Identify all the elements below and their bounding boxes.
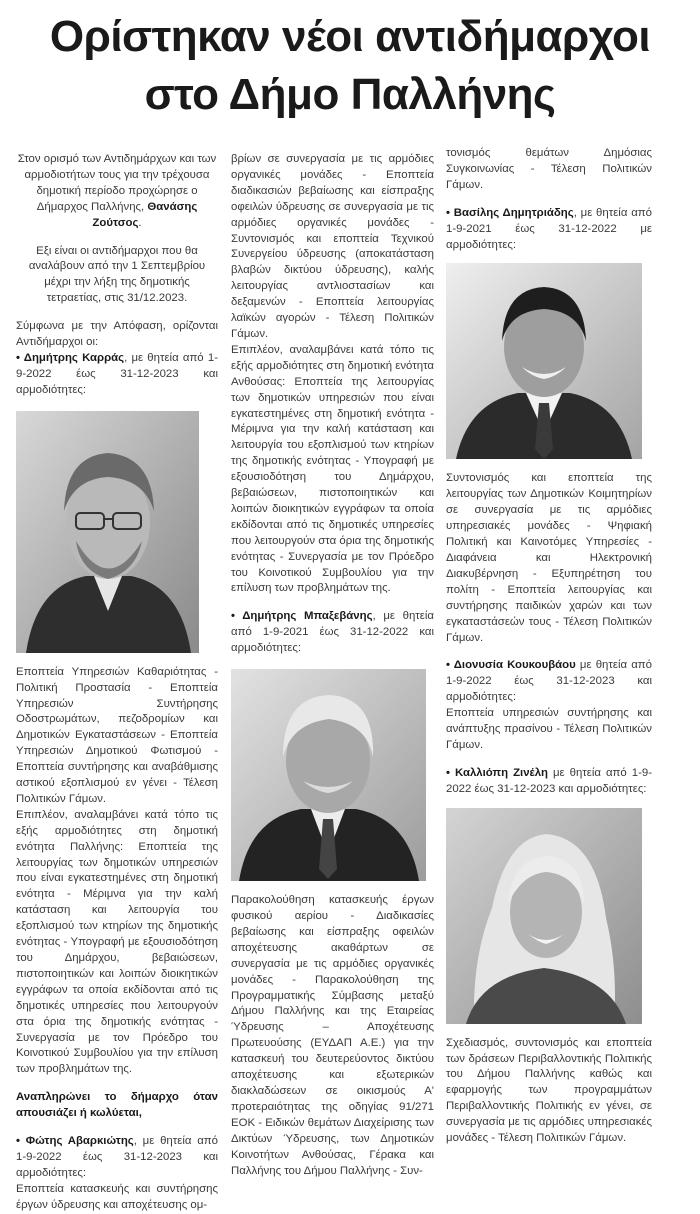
- zineli-duties: Σχεδιασμός, συντονισμός και εποπτεία των δράσεων Περιβαλλοντικής Πολιτικής του Δήμου Παλλήνης καθώς και εφαρμογής των προγραμμάτων Περιβαλλοντικής Πολιτικής εν γένει, σε συνεργασία με τις αρμόδιες υπηρεσιακές μονάδες - Τέλεση Πολιτικών Γάμων.: [446, 1036, 652, 1145]
- dimitriadis-portrait: [446, 263, 642, 459]
- mayor-name: Θανάσης Ζούτσος: [92, 200, 198, 229]
- article-column-2: [231, 152, 434, 1179]
- avarkiotis-duties-cont: βρίων σε συνεργασία με τις αρμόδιες οργανικές μονάδες - Εποπτεία διαδικασιών βεβαίωσης και είσπραξης οφειλών ύδρευσης σε συνεργασία με τις αρμόδιες οργανικές μονάδες - Συντονισμός και εποπτεία Τεχνικού Συνεργείου ύδρευσης (αποκατάσταση βλαβών δικτύου ύδρευσης), καλής λειτουργίας αντλιοστασίων και δεξαμενών - Εποπτεία λειτουργίας λαϊκών αγορών - Τέλεση Πολιτικών Γάμων.: [231, 153, 434, 340]
- avarkiotis-name: • Φώτης Αβαρκιώτης: [16, 1135, 134, 1148]
- article-column-3: [446, 146, 652, 1147]
- zineli-name: • Καλλιόπη Ζινέλη: [446, 766, 548, 779]
- karras-local-duties: Επιπλέον, αναλαμβάνει κατά τόπο τις εξής αρμοδιότητες στη δημοτική ενότητα Παλλήνης: Εποπτεία της λειτουργίας των δημοτικών υπηρεσιών που είναι εγκατεστημένες στη δημοτική ενότητα - Μέριμνα για την καλή κατάσταση και λειτουργία του εξοπλισμού των κτηρίων της δημοτικής ενότητας - Υπογραφή με εξουσιοδότηση του Δημάρχου, βεβαιώσεων, πιστοποιητικών και λοιπών διοικητικών εγγράφων τα οποία εκδίδονται από τις δημοτικές υπηρεσίες που λειτουργούν στα όρια της δημοτικής ενότητας - Συνεργασία με τον Πρόεδρο του Κοινοτικού Συμβουλίου για την επίλυση των προβλημάτων της.: [16, 808, 218, 1076]
- decision-paragraph: Σύμφωνα με την Απόφαση, ορίζονται Αντιδήμαρχοι οι:: [16, 320, 218, 349]
- baxevanis-duties-cont: τονισμός θεμάτων Δημόσιας Συγκοινωνίας - Τέλεση Πολιτικών Γάμων.: [446, 147, 652, 191]
- koukouvaou-name: • Διονυσία Κουκουβάου: [446, 659, 576, 672]
- baxevanis-duties: Παρακολούθηση κατασκευής έργων φυσικού αερίου - Διαδικασίες βεβαίωσης και είσπραξης οφειλών αποχέτευσης ακαθάρτων σε συνεργασία με τις αρμόδιες οργανικές μονάδες - Παρακολούθηση της Προγραμματικής Σύμβασης μεταξύ Δήμου Παλλήνης και της Εταιρείας Ύδρευσης – Αποχέτευσης Πρωτευούσης (ΕΥΔΑΠ Α.Ε.) για την κατασκευή του δευτερεύοντος δικτύου αποχέτευσης και εξωτερικών διακλαδώσεων σε οικισμούς Α' προτεραιότητας της οδηγίας 91/271 ΕΟΚ - Ειδικών θεμάτων Διαχείρισης των Δικτύων Ύδρευσης, των Δημοτικών Κοινοτήτων Ανθούσας, Γέρακα και Παλλήνης του Δήμου Παλλήνης - Συν-: [231, 894, 434, 1177]
- dimitriadis-duties: Συντονισμός και εποπτεία της λειτουργίας των Δημοτικών Κοιμητηρίων σε συνεργασία με τις αρμόδιες υπηρεσιακές μονάδες - Ψηφιακή Πολιτική και Καινοτόμες Υπηρεσίες - Διαφάνεια και Ηλεκτρονική Διακυβέρνηση - Εξυπηρέτηση του πολίτη - Εποπτεία λειτουργίας και συντήρησης παιδικών χαρών και των εγκαταστάσεών τους - Τέλεση Πολιτικών Γάμων.: [446, 472, 652, 644]
- baxevanis-name: • Δημήτρης Μπαξεβάνης: [231, 610, 373, 623]
- baxevanis-portrait: [231, 669, 426, 881]
- article-headline: [0, 8, 700, 124]
- avarkiotis-duties: Εποπτεία κατασκευής και συντήρησης έργων ύδρευσης και αποχέτευσης ομ-: [16, 1182, 218, 1211]
- dimitriadis-heading: • Βασίλης Δημητριάδης, με θητεία από 1-9-2021 έως 31-12-2022 με αρμοδιότητες:: [446, 206, 652, 251]
- baxevanis-heading: • Δημήτρης Μπαξεβάνης, με θητεία από 1-9-2021 έως 31-12-2022 και αρμοδιότητες:: [231, 610, 434, 655]
- zineli-portrait: [446, 808, 642, 1024]
- koukouvaou-duties: Εποπτεία υπηρεσιών συντήρησης και ανάπτυξης πρασίνου - Τέλεση Πολιτικών Γάμων.: [446, 707, 652, 751]
- article-column-1: [16, 152, 218, 1214]
- karras-duties: Εποπτεία Υπηρεσιών Καθαριότητας - Πολιτική Προστασία - Εποπτεία Υπηρεσιών Συντήρησης Οδοστρωμάτων, πεζοδρομίων και Δημοτικών Εγκαταστάσεων - Εποπτεία Υπηρεσιών Δημοτικού Φωτισμού - Εποπτεία συντήρησης και αναβάθμισης αστικού εξοπλισμού εν γένει - Τέλεση Πολιτικών Γάμων.: [16, 665, 218, 805]
- headline-line-2: στο Δήμο Παλλήνης: [144, 70, 556, 119]
- intro-paragraph: Στον ορισμό των Αντιδημάρχων και των αρμοδιοτήτων τους για την τρέχουσα δημοτική περίοδο προχώρησε ο Δήμαρχος Παλλήνης, Θανάσης Ζούτσος.: [17, 153, 217, 229]
- koukouvaou-heading: • Διονυσία Κουκουβάου με θητεία από 1-9-2022 έως 31-12-2023 και αρμοδιότητες:: [446, 659, 652, 704]
- intro-paragraph-2: Εξι είναι οι αντιδήμαρχοι που θα αναλάβουν από την 1 Σεπτεμβρίου μέχρι την λήξη της δημοτικής τετραετίας, στις 31/12.2023.: [28, 244, 206, 305]
- zineli-heading: • Καλλιόπη Ζινέλη με θητεία από 1-9-2022 έως 31-12-2023 και αρμοδιότητες:: [446, 766, 652, 795]
- avarkiotis-heading: • Φώτης Αβαρκιώτης, με θητεία από 1-9-2022 έως 31-12-2023 και αρμοδιότητες:: [16, 1135, 218, 1179]
- deputy-note: Αναπληρώνει το δήμαρχο όταν απουσιάζει ή κωλύεται,: [16, 1091, 218, 1120]
- karras-heading: • Δημήτρης Καρράς, με θητεία από 1-9-2022 έως 31-12-2023 και αρμοδιότητες:: [16, 351, 218, 396]
- avarkiotis-local-duties: Επιπλέον, αναλαμβάνει κατά τόπο τις εξής αρμοδιότητες στη δημοτική ενότητα Ανθούσας: Εποπτεία της λειτουργίας των δημοτικών υπηρεσιών που είναι εγκατεστημένες στη δημοτική ενότητα - Μέριμνα για την καλή κατάσταση και λειτουργία του εξοπλισμού των κτηρίων της δημοτικής ενότητας - Υπογραφή με εξουσιοδότηση του Δημάρχου, βεβαιώσεων, πιστοποιητικών και λοιπών διοικητικών εγγράφων τα οποία εκδίδονται από τις δημοτικές υπηρεσίες που λειτουργούν στα όρια της δημοτικής ενότητας - Συνεργασία με τον Πρόεδρο του Κοινοτικού Συμβουλίου για την επίλυση των προβλημάτων της.: [231, 343, 434, 595]
- karras-name: • Δημήτρης Καρράς: [16, 351, 125, 364]
- karras-portrait: [16, 411, 199, 653]
- dimitriadis-name: • Βασίλης Δημητριάδης: [446, 206, 574, 219]
- headline-line-1: Ορίστηκαν νέοι αντιδήμαρχοι: [49, 12, 651, 61]
